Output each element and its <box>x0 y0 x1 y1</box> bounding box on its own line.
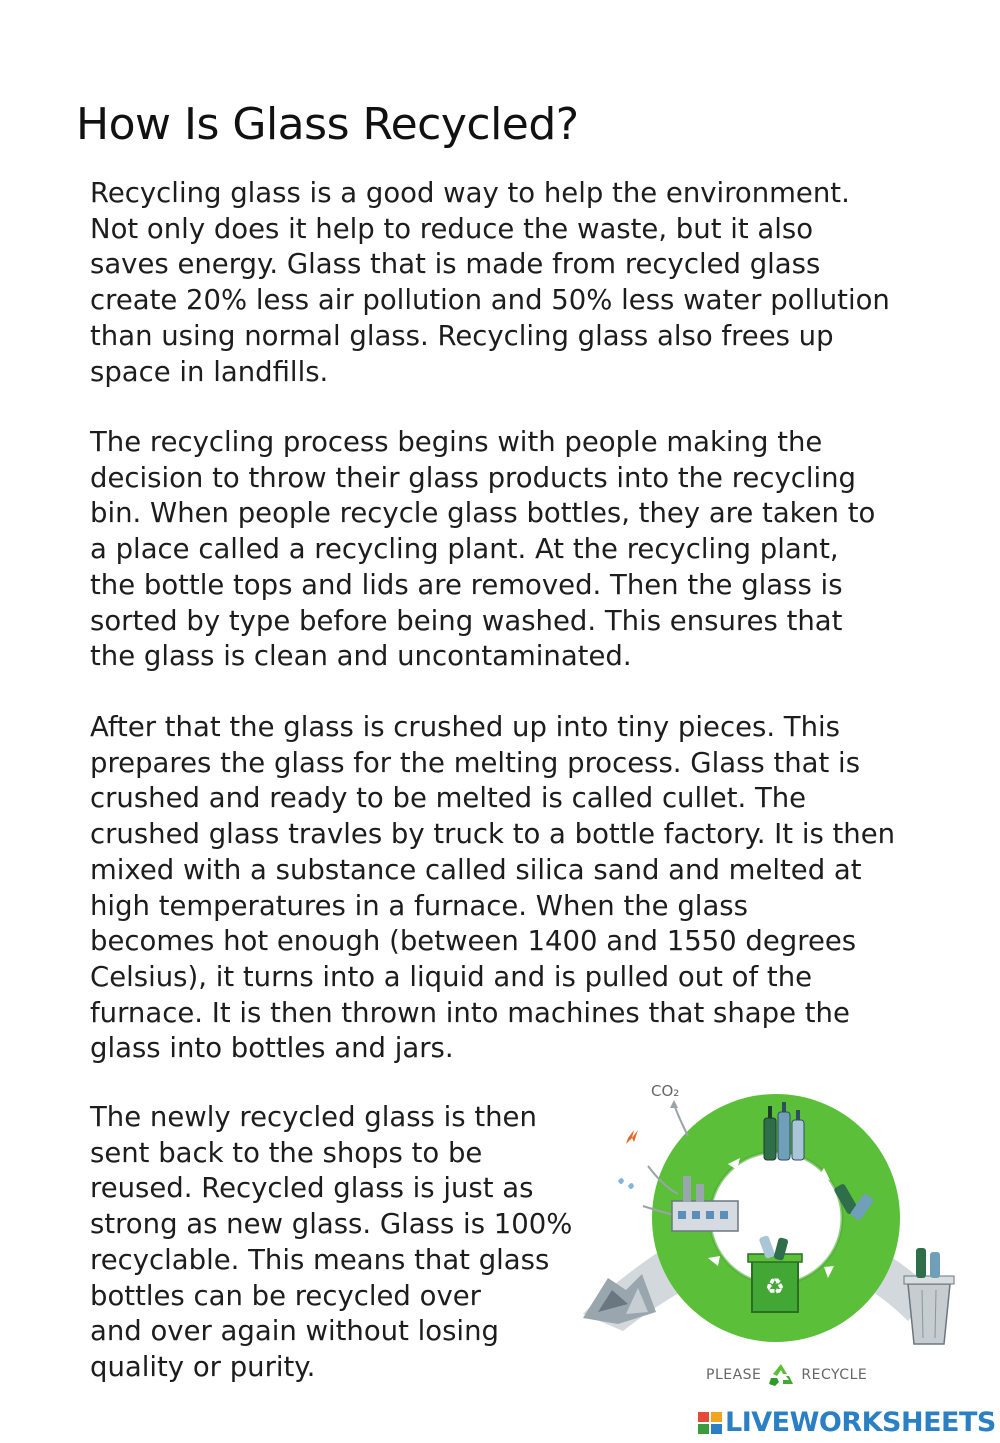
please-text: PLEASE <box>706 1367 762 1383</box>
trash-can-icon <box>904 1248 954 1344</box>
recycle-symbol-icon <box>767 1362 795 1388</box>
recycle-bin-icon <box>748 1235 802 1312</box>
liveworksheets-logo <box>697 1407 996 1438</box>
brand-name: LIVEWORKSHEETS <box>725 1407 996 1438</box>
paragraph-intro: Recycling glass is a good way to help the environment. Not only does it help to reduce the waste, but it also saves energy. Glass that is made from recycled glass create 20% less air pollution and 50% less water pollution than using normal glass. Recycling glass also frees up space in landfills. <box>90 177 890 388</box>
energy-icon <box>626 1130 638 1144</box>
recycle-text: RECYCLE <box>801 1367 868 1383</box>
paragraph-reuse: The newly recycled glass is then sent back to the shops to be reused. Recycled glass is just as strong as new glass. Glass is 100% recyclable. This means that glass bottles can be recycled over and over again without losing quality or purity. <box>90 1101 573 1383</box>
svg-text:♻: ♻ <box>765 1275 785 1300</box>
paragraph-process: The recycling process begins with people making the decision to throw their glass products into the recycling bin. When people recycle glass bottles, they are taken to a place called a recycling plant. At the recycling plant, the bottle tops and lids are removed. Then the glass is sorted by type before being washed. This ensures that the glass is clean and uncontaminated. <box>90 426 876 673</box>
page-title: How Is Glass Recycled? <box>76 99 579 151</box>
please-recycle-label <box>706 1362 867 1388</box>
recycling-cycle-illustration <box>578 1076 960 1376</box>
bottles-icon <box>764 1102 804 1160</box>
water-drop-icon <box>618 1178 634 1189</box>
paragraph-melting: After that the glass is crushed up into tiny pieces. This prepares the glass for the melting process. Glass that is crushed and ready to be melted is called cullet. The crushed glass travles by truck to a bottle factory. It is then mixed with a substance called silica sand and melted at high temperatures in a furnace. When the glass becomes hot enough (between 1400 and 1550 degrees Celsius), it turns into a liquid and is pulled out of the furnace. It is then thrown into machines that shape the glass into bottles and jars. <box>90 711 896 1065</box>
co2-label: CO₂ <box>651 1082 680 1100</box>
liveworksheets-logo-icon <box>697 1411 723 1435</box>
